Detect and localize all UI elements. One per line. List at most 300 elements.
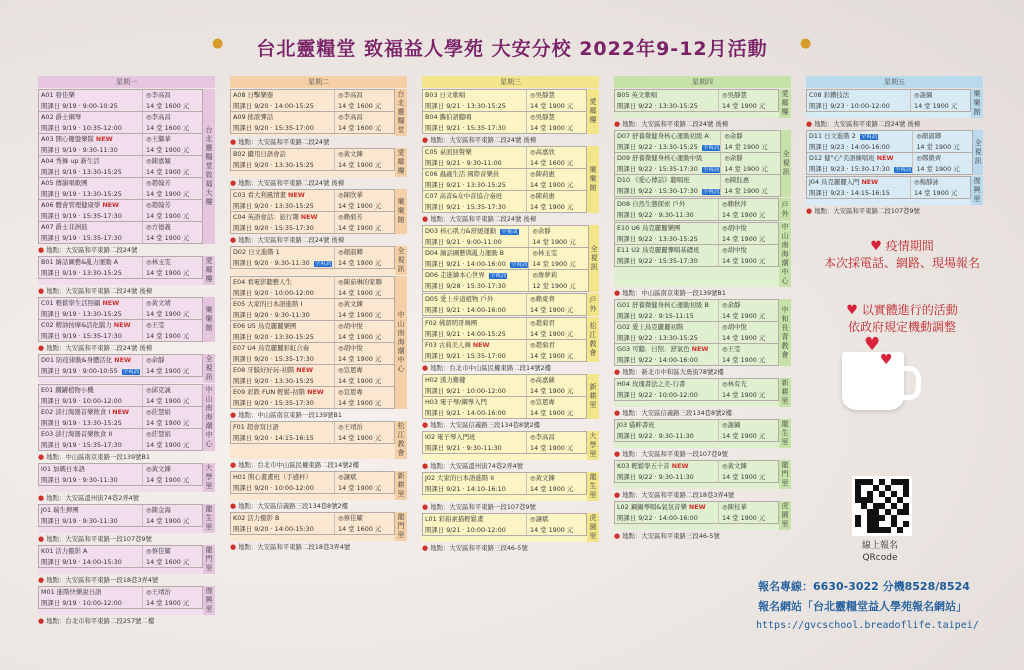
site-line: 報名網站「台北靈糧堂益人學苑報名網站」 [758,600,967,613]
course-start: 開課日 9/21 · 14:00-16:00 全視訊 [425,259,528,268]
course-row[interactable] [614,299,779,322]
location-pin-icon: ● [806,207,813,215]
course-group [38,545,215,574]
course-name: A03 開心鍵盤樂隊 NEW [41,135,113,143]
course-teacher: ◎胡中悅 [718,223,778,234]
course-group [422,89,599,134]
course-name: B04 攜伯語聽唱 [425,113,472,121]
course-group [422,293,599,316]
course-name: E11 U2 烏克麗麗彈唱基礎班 [617,246,700,254]
address-text: 地點：大安區和平東路二段18巷3弄4號 [238,543,351,551]
course-row[interactable] [422,112,587,134]
course-row[interactable] [38,256,203,279]
course-group [38,504,215,533]
course-teacher: ◎林玉雯 [528,248,588,259]
course-fee: 14 堂 1900 元 [528,259,588,270]
course-name: E09 彩跌 FUN 輕鬆-初階 NEW [233,388,324,396]
course-row[interactable] [422,191,587,213]
course-name: A07 爵士非洲鼓 [41,223,88,231]
course-row[interactable] [806,153,973,175]
course-row[interactable] [422,317,587,340]
address-text: 地點：大安區和平東路二段24號 後棟 [430,136,537,144]
course-row[interactable] [230,112,395,134]
course-fee: 14 堂 1900 元 [526,202,586,213]
course-fee: 14 堂 1900 元 [142,189,202,200]
course-teacher: ◎賴菊芳 [334,212,394,223]
course-row[interactable] [230,321,395,343]
course-start: 開課日 9/20 · 15:35-17:30 [233,354,314,363]
course-start: 開課日 9/20 · 13:30-15:25 [233,376,314,385]
course-name: E10 U6 烏克麗麗樂團 [617,224,681,232]
course-start: 開課日 9/22 · 9:30-11:30 [617,210,694,219]
course-row[interactable] [230,212,395,234]
venue-label: 新耕里 [587,374,599,419]
course-fee: 14 堂 1900 元 [526,484,586,495]
course-fee: 14 堂 1900 元 [142,309,202,320]
venue-label: 樂樂館 [971,89,983,118]
course-row[interactable] [422,397,587,419]
course-row[interactable] [614,344,779,366]
course-name: L01 彩鉛素描輕鬆畫 [425,515,484,523]
course-start: 開課日 9/21 · 9:30-11:00 [425,158,502,167]
course-start: 開課日 9/19 · 13:30-15:25 [41,268,122,277]
course-teacher: ◎林玉雯 [142,257,202,268]
address-text: 地點：大安區和平東路二段24號 後棟 [622,120,729,128]
course-fee: 14 堂 1900 元 [142,331,202,342]
address-text: 地點：大安區溫州街74巷2弄4號 [430,462,524,470]
course-teacher: ◎宣恩專 [334,387,394,398]
course-name: I01 加碼日本語 [41,465,86,473]
course-name: D06 走進繪本心世界 全視訊 [425,271,507,279]
course-start: 開課日 9/20 · 14:15-16:15 [233,433,314,442]
course-teacher: ◎黃文鍊 [334,149,394,160]
course-name: E02 淡行淘器首樂飲食 I NEW [41,408,130,416]
venue-address [38,452,215,463]
course-fee: 14 堂 1600 元 [142,557,202,568]
course-row[interactable] [230,387,395,409]
course-start: 開課日 9/21 · 9:00-11:00 [425,237,502,246]
venue-label: 全視訊 [589,225,599,292]
venue-label: 龍門里 [203,545,215,574]
course-name: D05 愛上步道植物 戶外 [425,295,494,303]
course-fee: 14 堂 1600 元 [334,123,394,134]
heart-icon: ♥ [870,239,882,254]
course-teacher: ◎陳茹琳的家聯 [334,277,394,288]
course-row[interactable] [422,293,587,316]
venue-address [614,531,791,542]
course-teacher: ◎李高昌 [526,432,586,443]
course-teacher: ◎顏淑卿 [912,131,972,142]
venue-address [38,534,215,545]
mug-handle [898,366,921,400]
address-text: 地點：大安區溫州街74巷2弄4號 [46,494,140,502]
ornament-icon: ● [800,36,812,51]
location-pin-icon: ● [230,411,237,419]
course-fee: 14 堂 1900 元 [526,443,586,454]
venue-address [422,214,599,225]
course-row[interactable] [614,245,779,267]
course-start: 開課日 9/23 · 14:15-16:15 [809,188,890,197]
course-start: 開課日 9/19 · 13:30-15:25 [41,189,122,198]
course-row[interactable] [230,299,395,321]
course-start: 開課日 9/19 · 15:35-17:30 [41,440,122,449]
course-row[interactable] [422,270,589,292]
day-column [614,76,791,542]
course-fee: 14 堂 1900 元 [142,366,202,377]
notice-adjust [812,302,992,336]
course-fee: 14 堂 1900 元 [910,188,970,199]
course-name: B01 繪話圖藝&亂力運動 A [41,258,119,266]
course-row[interactable] [230,189,395,212]
course-fee: 14 堂 1900 元 [718,431,778,442]
course-teacher: ◎方德義 [142,222,202,233]
course-group [38,463,215,492]
course-teacher: ◎黃文鍊 [526,473,586,484]
course-row[interactable] [230,276,395,299]
course-name: A06 體會管理健康學 NEW [41,201,120,209]
course-fee: 14 堂 1900 元 [334,483,394,494]
course-row[interactable] [614,130,781,153]
course-row[interactable] [422,374,587,397]
course-start: 開課日 9/22 · 13:30-15:25 全視訊 [617,142,720,151]
course-row[interactable] [614,222,779,245]
course-row[interactable] [230,246,395,269]
heart-icon: ♥ [846,303,858,318]
course-teacher: ◎吳靜慧 [526,90,586,101]
address-text: 地點：大安區和平東路二段24號 後棟 [46,287,153,295]
venue-label: 全視訊 [395,246,407,275]
venue-address [614,367,791,378]
venue-label: 台北靈糧堂致福大樓 [203,89,215,244]
course-start: 開課日 9/19 · 15:35-17:30 [41,211,122,220]
notice-pandemic [812,238,992,272]
course-teacher: ◎胡中悅 [334,343,394,354]
course-name: G03 可聽．日照．舒氣色 NEW [617,345,709,353]
address-text: 地點：大安區信義路三段134巷8號2樓 [622,409,732,417]
venue-address [614,490,791,501]
venue-label: 中和長青教會 [779,299,791,366]
course-teacher: ◎吳靜慧 [526,112,586,123]
course-row[interactable] [230,471,395,494]
course-start: 開課日 9/22 · 9:15-11:15 [617,311,694,320]
qrcode-caption-sub: QRcode [862,553,898,563]
course-row[interactable] [614,419,779,442]
course-teacher: ◎陳嘉穎 [142,156,202,167]
course-name: C02 精油按摩&活化腦力 NEW [41,321,131,329]
course-fee: 14 堂 1900 元 [718,234,778,245]
course-start: 開課日 9/19 · 15:35-17:30 [41,233,122,242]
course-teacher: ◎王靖治 [334,422,394,433]
course-group [422,374,599,419]
course-teacher: ◎鄭微齊 [912,153,972,164]
course-teacher: ◎陳莉惠 [526,191,586,202]
course-group [422,225,599,292]
course-row[interactable] [38,407,203,429]
course-fee: 14 堂 1900 元 [334,288,394,299]
location-pin-icon: ● [614,450,621,458]
location-pin-icon: ● [38,617,45,625]
course-start: 開課日 9/19 · 10:00-12:00 [41,396,122,405]
day-header: 星期二 [230,76,407,88]
course-group [38,384,215,451]
venue-address [230,410,407,421]
venue-label: 虎園里 [587,513,599,542]
venue-address [230,235,407,246]
qrcode-caption [830,540,930,564]
course-fee: 14 堂 1900 元 [142,211,202,222]
course-fee: 14 堂 1900 元 [334,258,394,269]
qrcode[interactable] [852,476,912,536]
venue-address [38,286,215,297]
course-teacher: ◎王靖治 [142,587,202,598]
course-teacher: ◎黃文鍊 [334,299,394,310]
course-teacher: ◎陳莉惠 [526,169,586,180]
course-fee: 14 堂 1900 元 [718,333,778,344]
course-fee: 14 堂 1900 元 [334,310,394,321]
course-start: 開課日 9/20 · 9:30-11:30 全視訊 [233,258,332,267]
venue-label: 全視訊 [973,130,983,175]
location-pin-icon: ● [614,368,621,376]
course-row[interactable] [422,169,587,191]
course-teacher: ◎宣恩專 [526,397,586,408]
address-text: 地點：大安區和平東路二段18巷3弄4號 [622,491,735,499]
course-row[interactable] [38,200,203,222]
course-row[interactable] [38,463,203,486]
course-row[interactable] [422,340,587,362]
course-row[interactable] [38,320,203,342]
course-row[interactable] [38,504,203,527]
course-name: B03 日文歌唱 [425,91,466,99]
course-start: 開課日 9/22 · 9:30-11:30 [617,431,694,440]
course-group [230,471,407,500]
course-fee: 14 堂 1900 元 [720,186,780,197]
course-name: A08 日擊樂器 [233,91,274,99]
day-column [806,76,983,217]
course-row[interactable] [230,421,395,444]
course-name: H03 電子琴/鋼琴入門 [425,398,487,406]
course-fee: 14 堂 1900 元 [526,386,586,397]
location-pin-icon: ● [38,453,45,461]
qrcode-caption-title: 線上報名 [861,541,898,551]
course-fee: 14 堂 1900 元 [526,123,586,134]
venue-address [614,449,791,460]
course-name: E05 大家的日本語進階 I [233,300,303,308]
venue-label: 台北靈糧堂 [395,89,407,136]
course-teacher: ◎陳欣華 [334,190,394,201]
venue-label: 龍門里 [779,460,791,489]
venue-address [806,119,983,130]
course-row[interactable] [38,89,203,112]
course-teacher: ◎李高昌 [334,90,394,101]
course-teacher: ◎吳靜慧 [718,90,778,101]
course-row[interactable] [422,146,587,169]
course-row[interactable] [38,354,203,377]
qrcode-module [903,527,909,533]
course-teacher: ◎余靜 [528,226,588,237]
signup-url[interactable]: https://gvcschool.breadoflife.taipei/ [756,620,979,631]
location-pin-icon: ● [422,421,429,429]
course-name: B05 英文歌唱 [617,91,658,99]
course-teacher: ◎陳鈺惠 [720,175,780,186]
course-fee: 14 堂 1900 元 [142,233,202,244]
course-row[interactable] [230,512,395,535]
venue-label: 復興里 [971,176,983,205]
course-row[interactable] [614,175,781,197]
course-start: 開課日 9/20 · 15:35-17:30 [233,398,314,407]
course-row[interactable] [422,513,587,536]
course-name: D01 防疫律動&身體活化 NEW [41,356,131,364]
course-start: 開課日 9/20 · 10:00-12:00 [233,288,314,297]
course-group [38,354,215,383]
course-fee: 14 堂 1900 元 [910,101,970,112]
day-header: 星期四 [614,76,791,88]
address-text: 地點：大安區和平東路二段24號 後棟 [430,215,537,223]
course-fee: 14 堂 1900 元 [718,311,778,322]
course-fee: 14 堂 1900 元 [718,101,778,112]
course-row[interactable] [614,501,779,524]
course-start: 開課日 9/22 · 13:30-15:25 [617,234,698,243]
course-start: 開課日 9/19 · 9:00-10:55 全視訊 [41,366,140,375]
course-start: 開課日 9/19 · 13:30-15:25 [41,167,122,176]
course-teacher: ◎王雯 [142,320,202,331]
course-row[interactable] [422,225,589,248]
course-name: A09 搖滾彈話 [233,113,274,121]
location-pin-icon: ● [614,491,621,499]
location-pin-icon: ● [422,215,429,223]
course-row[interactable] [230,148,395,171]
address-text: 地點：台北市中山區民權東路二段14號2樓 [430,364,551,372]
course-group [230,276,407,409]
course-start: 開課日 9/22 · 13:30-15:25 [617,101,698,110]
course-start: 開課日 9/20 · 15:35-17:30 [233,223,314,232]
course-row[interactable] [230,365,395,387]
course-start: 開課日 9/19 · 13:30-15:25 [41,418,122,427]
address-text: 地點：大安區和平東路三段46-5號 [430,544,528,552]
course-teacher: ◎邱克誠 [142,385,202,396]
course-row[interactable] [38,178,203,200]
course-row[interactable] [38,156,203,178]
venue-address [422,543,599,554]
course-row[interactable] [614,322,779,344]
course-row[interactable] [422,248,589,270]
course-row[interactable] [230,343,395,365]
course-name: D03 核心肌力&舒緩運動 全視訊 [425,227,518,235]
course-row[interactable] [614,198,779,221]
course-fee: 14 堂 1900 元 [334,201,394,212]
venue-label: 樂樂館 [395,189,407,234]
location-pin-icon: ● [38,246,45,254]
address-text: 地點：大安區和平東路一段107巷9號 [622,450,728,458]
venue-label: 虎園里 [779,501,791,530]
course-start: 開課日 9/20 · 9:30-11:30 [233,310,310,319]
venue-label: 戶外 [587,293,599,316]
venue-address [230,178,407,189]
course-row[interactable] [422,89,587,112]
course-teacher: ◎王繼華 [142,134,202,145]
address-text: 地點：大安區和平東路二段24號 後棟 [238,236,345,244]
venue-address [422,135,599,146]
course-name: D10 《愛心傳話》聽唱班 [617,176,690,184]
day-column [422,76,599,554]
venue-label: 新耕里 [779,378,791,407]
course-fee: 14 堂 1900 元 [718,472,778,483]
address-text: 地點：大安區和平東路二段24號 [238,138,330,146]
course-row[interactable] [38,429,203,451]
venue-label: 戶外 [779,198,791,221]
course-row[interactable] [614,89,779,112]
course-row[interactable] [230,89,395,112]
location-pin-icon: ● [230,236,237,244]
day-column [230,76,407,553]
course-teacher: ◎高嘉欣 [526,147,586,158]
course-name: C01 輕鬆學生活照顧 NEW [41,299,120,307]
course-fee: 14 堂 1900 元 [526,329,586,340]
course-row[interactable] [422,431,587,454]
course-row[interactable] [38,545,203,568]
course-start: 開課日 9/19 · 13:30-15:25 [41,309,122,318]
location-pin-icon: ● [38,494,45,502]
course-name: D12 健"心"美語練唱班 NEW [809,154,894,162]
course-row[interactable] [806,89,971,112]
course-start: 開課日 9/22 · 13:30-15:25 [617,333,698,342]
course-start: 開課日 9/19 · 9:30-11:30 [41,516,118,525]
course-start: 開課日 9/23 · 15:30-17:30 全視訊 [809,164,912,173]
course-row[interactable] [806,130,973,153]
venue-address [38,493,215,504]
course-fee: 14 堂 1900 元 [526,180,586,191]
course-teacher: ◎蔡佳耀 [142,546,202,557]
course-teacher: ◎楊靜詠 [910,177,970,188]
course-name: F03 古典美人舞 NEW [425,341,490,349]
course-row[interactable] [806,176,971,199]
venue-address [422,502,599,513]
course-start: 開課日 9/19 · 14:00-15:30 [41,557,122,566]
course-row[interactable] [614,460,779,483]
course-name: G01 舒養微健身核心運動初級 B [617,301,709,309]
course-group [230,189,407,234]
course-name: C05 桌面回聲樂 [425,148,472,156]
course-teacher: ◎李高昌 [142,112,202,123]
course-row[interactable] [38,586,203,609]
course-row[interactable] [38,134,203,156]
course-group [614,299,791,366]
course-fee: 14 堂 1900 元 [142,268,202,279]
course-name: A04 秀舞 up 新生活 [41,157,100,165]
course-start: 開課日 9/20 · 13:30-15:25 [233,160,314,169]
course-row[interactable] [38,384,203,407]
address-text: 地點：大安區和平東路二段24號 [46,246,138,254]
venue-address [38,343,215,354]
course-group [230,421,407,459]
course-row[interactable] [38,222,203,244]
course-name: C08 彩鑽技法 [809,91,850,99]
course-name: A02 爵士鋼琴 [41,113,82,121]
course-row[interactable] [422,472,587,495]
course-row[interactable] [38,112,203,134]
course-teacher: ◎趙菊君 [526,318,586,329]
course-fee: 14 堂 1900 元 [142,475,202,486]
course-teacher: ◎讓斌 [334,472,394,483]
course-name: J03 貓畔書班 [617,421,655,429]
course-row[interactable] [614,378,779,401]
course-group [614,198,791,221]
course-row[interactable] [614,153,781,175]
location-pin-icon: ● [422,364,429,372]
venue-label: 松江教會 [395,421,407,459]
course-fee: 14 堂 1900 元 [334,223,394,234]
course-row[interactable] [38,297,203,320]
location-pin-icon: ● [230,543,237,551]
